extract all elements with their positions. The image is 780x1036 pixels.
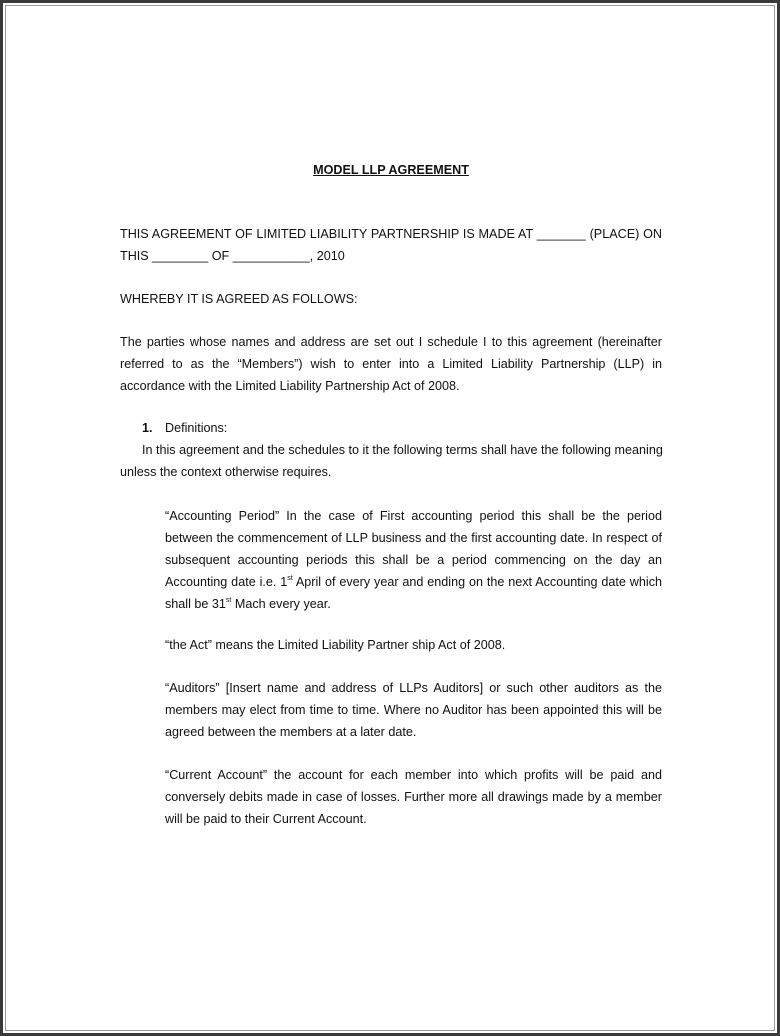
auditors-line-1: “Auditors” [Insert name and address of LLPs Auditors] or such other auditors as the <box>165 681 662 695</box>
parties-line-2: referred to as the “Members”) wish to enter into a Limited Liability Partnership (LLP) in <box>120 357 662 371</box>
document-page <box>5 5 775 1031</box>
ordinal-superscript: st <box>225 596 232 604</box>
whereby-paragraph <box>120 288 662 310</box>
section-number: 1. <box>142 421 153 435</box>
line-4-part-b: April of every year and ending on the next Accounting date which <box>292 575 663 589</box>
accounting-period-line-5 <box>165 593 662 615</box>
parties-line-1: The parties whose names and address are set out I schedule I to this agreement (hereinafter <box>120 335 662 349</box>
parties-line-3: accordance with the Limited Liability Partnership Act of 2008. <box>120 379 460 393</box>
definition-auditors <box>165 677 662 743</box>
intro-line-1-text: In this agreement and the schedules to it the following terms shall have the following meaning <box>142 443 663 457</box>
line-5-part-a: shall be 31 <box>165 597 226 611</box>
document-title: MODEL LLP AGREEMENT <box>313 163 469 177</box>
the-act-line: “the Act” means the Limited Liability Partner ship Act of 2008. <box>165 638 506 652</box>
parties-paragraph <box>120 331 662 397</box>
line-4-part-a: Accounting date i.e. 1 <box>165 575 288 589</box>
opening-paragraph <box>120 223 662 267</box>
whereby-line: WHEREBY IT IS AGREED AS FOLLOWS: <box>120 292 358 306</box>
definition-accounting-period <box>165 505 662 615</box>
section-1-intro <box>120 439 662 483</box>
line-5-part-b: Mach every year. <box>231 597 331 611</box>
intro-line-2: unless the context otherwise requires. <box>120 465 332 479</box>
section-heading: Definitions: <box>165 421 228 435</box>
section-1-heading <box>120 417 662 439</box>
accounting-period-line-1: “Accounting Period” In the case of First accounting period this shall be the period <box>165 509 662 523</box>
ordinal-superscript: st <box>287 574 293 582</box>
definition-the-act <box>165 634 662 656</box>
opening-line-1: THIS AGREEMENT OF LIMITED LIABILITY PARTNERSHIP IS MADE AT _______ (PLACE) ON <box>120 227 662 241</box>
definition-current-account <box>165 764 662 830</box>
current-account-line-3: will be paid to their Current Account. <box>165 812 367 826</box>
accounting-period-line-4 <box>165 571 662 593</box>
auditors-line-3: agreed between the members at a later date. <box>165 725 417 739</box>
auditors-line-2: members may elect from time to time. Where no Auditor has been appointed this will be <box>165 703 662 717</box>
current-account-line-2: conversely debits made in case of losses. Further more all drawings made by a member <box>165 790 662 804</box>
accounting-period-line-2: between the commencement of LLP business and the first accounting date. In respect of <box>165 531 662 545</box>
intro-line-1 <box>120 439 662 461</box>
opening-line-2: THIS ________ OF ___________, 2010 <box>120 249 345 263</box>
accounting-period-line-3: subsequent accounting periods this shall be a period commencing on the day an <box>165 553 662 567</box>
current-account-line-1: “Current Account” the account for each member into which profits will be paid and <box>165 768 662 782</box>
